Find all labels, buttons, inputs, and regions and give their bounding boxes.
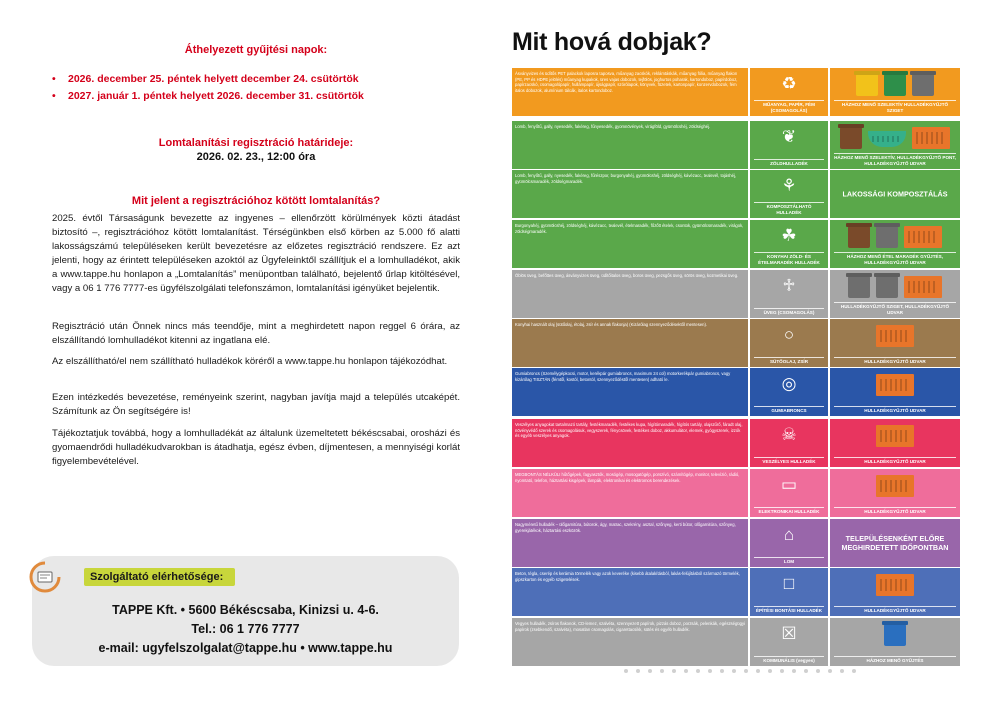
waste-description: Veszélyes anyagokat tartalmazó tartály, festékmaradék, festékes kupa, hígítómaradék, hígítós tartály, olajszűrő, fáradt olaj, növényvédő szerek és csomagolásuk, vegyszerek, fénycsövek, festékes doboz, akkumulátor, elemek, gyógyszerek, izzók és egyéb veszélyes anyagok.: [512, 419, 748, 467]
destination-label: HÁZHOZ MENŐ SZELEKTÍV, HULLADÉKGYŰJTŐ PONT, HULLADÉKGYŰJTŐ UDVAR: [834, 155, 956, 166]
destination-label: HÁZHOZ MENŐ GYŰJTÉS: [834, 656, 956, 663]
contact-card-icon: [28, 560, 62, 594]
screen-icon: ▭: [780, 475, 798, 494]
destination-text: LAKOSSÁGI KOMPOSZTÁLÁS: [842, 189, 948, 199]
disposal-destination: [830, 220, 960, 268]
destination-label: HÁZHOZ MENŐ SZELEKTÍV HULLADÉKGYŰJTŐ SZIGET: [834, 100, 956, 113]
waste-description: Beton, tégla, cserép és kerámia törmelék vagy azok keveréke (kisebb átalakításból, lakás-felújításból származó törmelék, gipszkarton és egyéb szigetelések.: [512, 568, 748, 616]
orange-container-icon: [876, 374, 914, 396]
bag-icon: ♻: [781, 74, 797, 93]
category-label: VESZÉLYES HULLADÉK: [754, 457, 824, 464]
category-label: SÜTŐOLAJ, ZSÍR: [754, 357, 824, 364]
category-label: KONYHAI ZÖLD- ÉS ÉTELMARADÉK HULLADÉK: [754, 252, 824, 265]
waste-category: [750, 220, 828, 268]
email-web[interactable]: e-mail: ugyfelszolgalat@tappe.hu • www.tappe.hu: [98, 641, 393, 655]
disposal-destination: [830, 419, 960, 467]
category-label: ZÖLDHULLADÉK: [754, 159, 824, 166]
table-row: [512, 519, 960, 567]
waste-category: [750, 170, 828, 218]
green-bowl-icon: [868, 131, 906, 147]
drop-icon: ○: [783, 325, 795, 344]
destination-label: HULLADÉKGYŰJTŐ SZIGET, HULLADÉKGYŰJTŐ UDVAR: [834, 302, 956, 315]
table-row: [512, 121, 960, 169]
orange-container-icon: [912, 127, 950, 149]
green-bin-icon: [884, 74, 906, 96]
deadline-value: 2026. 02. 23., 12:00 óra: [196, 151, 316, 163]
orange-container-icon: [876, 425, 914, 447]
category-label: ÉPÍTÉSI BONTÁSI HULLADÉK: [755, 607, 823, 613]
waste-description: MEGBONTÁS NÉLKÜLI hűtőgépek, fagyasztók, mosógép, mosogatógép, porszívó, számítógép, monitor, televízió, rádió, nyomtató, telefon, háztartási kisgépek, lámpák, elektronikai és elektromos berendezések.: [512, 469, 748, 517]
disposal-destination: [830, 519, 960, 567]
table-row: [512, 170, 960, 218]
disposal-destination: [830, 121, 960, 169]
tire-icon: ◎: [781, 374, 797, 393]
table-row: [512, 368, 960, 416]
orange-container-icon: [904, 276, 942, 298]
orange-container-icon: [876, 475, 914, 497]
destination-label: HÁZHOZ MENŐ ÉTEL MARADÉK GYŰJTÉS, HULLADÉKGYŰJTŐ UDVAR: [834, 252, 956, 265]
disposal-destination: [830, 319, 960, 367]
disposal-destination: [830, 368, 960, 416]
waste-description: Öblös üveg, befőttes üveg, ásványvizes üveg, üdítőitalos üveg, boros üveg, pezsgős üveg, sörös üveg, kozmetikai üveg.: [512, 270, 748, 318]
relocated-days-heading: Áthelyezett gyűjtési napok:: [184, 44, 328, 56]
what-it-means-heading: Mit jelent a regisztrációhoz kötött lomtalanítás?: [131, 195, 381, 207]
waste-description: Vegyes hulladék, zsíros flakonok, CD-lemez, szalvéta, szennyezett papírok, pizzás doboz, porzsák, pelenkák, egészségügyi papírok (zsebkendő, szalvéta), mosatlan csomagolás, cigarettacsikk, sütés és egyéb hulladék.: [512, 618, 748, 666]
disposal-destination: [830, 68, 960, 116]
waste-category: [750, 68, 828, 116]
table-row: [512, 469, 960, 517]
orange-container-icon: [904, 226, 942, 248]
grey-bin-icon: [876, 226, 898, 248]
category-label: GUMIABRONCS: [754, 406, 824, 413]
waste-category: [750, 519, 828, 567]
blue-bin-icon: [884, 624, 906, 646]
phone: Tel.: 06 1 776 7777: [191, 622, 300, 636]
destination-label: HULLADÉKGYŰJTŐ UDVAR: [834, 507, 956, 514]
orange-container-icon: [876, 574, 914, 596]
waste-category: [750, 368, 828, 416]
category-label: ELEKTRONIKAI HULLADÉK: [754, 507, 824, 514]
waste-category: [750, 121, 828, 169]
skull-icon: ☠: [781, 425, 797, 444]
waste-category: [750, 270, 828, 318]
company-address: TAPPE Kft. • 5600 Békéscsaba, Kinizsi u. 4-6.: [112, 603, 379, 617]
disposal-destination: [830, 270, 960, 318]
contact-box: [32, 556, 459, 666]
table-row: [512, 319, 960, 367]
brown-bin-icon: [848, 226, 870, 248]
yellow-bin-icon: [856, 74, 878, 96]
table-row: [512, 270, 960, 318]
sofa-icon: ⌂: [783, 525, 795, 544]
deadline-heading: Lomtalanítási regisztráció határideje:: [158, 137, 354, 149]
destination-label: HULLADÉKGYŰJTŐ UDVAR: [834, 357, 956, 364]
table-row: [512, 419, 960, 467]
table-row: [512, 568, 960, 616]
disposal-destination: [830, 618, 960, 666]
waste-description: Konyhai használt olaj (sütőolaj, étolaj, zsír és annak flakonja) (Kizárólag szennyeződésektől mentesen).: [512, 319, 748, 367]
waste-category: [750, 469, 828, 517]
disposal-destination: [830, 469, 960, 517]
paragraph: Regisztráció után Önnek nincs más teendője, mint a meghirdetett napon reggel 6 órára, az elszállítandó lomhulladékot kitenni az ingatlana elé.: [52, 321, 460, 346]
waste-description: Lomb, fenyőtű, gally, nyesedék, fakéreg, fűnyesedék, gyomnövények, virágföld, gyümölcshéj, zöldséghéj.: [512, 121, 748, 169]
waste-description: Lomb, fenyőtű, gally, nyesedék, fakéreg, fűrészpor, burgonyahéj, gyümölcshéj, zöldséghéj, kávézacc, tealevél, tojáshéj, gyümölcsmaradék, zöldségmaradék.: [512, 170, 748, 218]
waste-category: [750, 319, 828, 367]
trash-icon: ☒: [781, 624, 797, 643]
sprout-icon: ⚘: [781, 176, 797, 195]
waste-category: [750, 618, 828, 666]
brown-bin-icon: [840, 127, 862, 149]
waste-description: Burgonyahéj, gyümölcshéj, zöldséghéj, kávézacc, tealevél, ételmaradék, főzőtt ételek, csontok, gyümölcsmaradék, virágok, zöldségmaradék.: [512, 220, 748, 268]
contact-label: Szolgáltató elérhetősége:: [84, 568, 235, 586]
bucket-icon: □: [783, 574, 795, 593]
destination-text: TELEPÜLÉSENKÉNT ELŐRE MEGHIRDETETT IDŐPONTBAN: [841, 534, 949, 552]
category-label: ÜVEG (CSOMAGOLÁS): [754, 308, 824, 315]
table-row: [512, 618, 960, 666]
destination-label: HULLADÉKGYŰJTŐ UDVAR: [834, 406, 956, 413]
waste-description: Ásványvizes és üdítős PET palackok laposra taposva, műanyag zacskók, reklámtáskák, műanyag fólia, műanyag flakon (PE, PP és HDPE jelölés) műanyag kupakok, üres vajas dobozok, tejfölös, joghurtos poharak, kartondoboz, papírdoboz, papírzacskó, csomagolópapír, hullámpapír, újságpapír, szórólapok, könyvek, füzetek, kartonpapír, konzervdobozok, fém italos dobozok, alumínium tálcák, italos kartondoboz.: [512, 68, 748, 116]
waste-category: [750, 419, 828, 467]
grey-bin-icon: [876, 276, 898, 298]
category-label: KOMMUNÁLIS (vegyes): [754, 656, 824, 663]
waste-description: Gumiabroncs (Személygépkocsi, motor, kerékpár gumiabroncs, maximum 24 col) motorkerékpár gumiabroncs, vagy kizárólag TISZTÁN (fémtől, kostól, betontól, szennyeződéstől mentesen) adható le.: [512, 368, 748, 416]
bottle-icon: ♱: [782, 276, 796, 295]
table-row: [512, 220, 960, 268]
grey-bin-icon: [912, 74, 934, 96]
paragraph: Tájékoztatjuk továbbá, hogy a lomhulladékát az általunk üzemeltetett békéscsabai, orosházi és gyomaendrődi hulladékudvarokban is átadhatja, egész évben, díjmentesen, a mennyiségi korlát figyelembevételével.: [52, 428, 460, 467]
waste-category: [750, 568, 828, 616]
grey-bin-icon: [848, 276, 870, 298]
paragraph: 2025. évtől Társaságunk bevezette az ingyenes – ellenőrzött körülmények közti átadást biztosító –, regisztrációhoz kötött lomtalanítást. Térségünkben első körben az 5.000 fő alatti lakosságszámú településeken került bevezetésre az előzetes regisztráció rendszere. Ez azt jelenti, hogy az érintett településeken azoktól az Ügyfeleinktől szállítjuk el a lomhulladékot, akik a www.tappe.hu honlapon a „Lomtalanítás” menüpontban található, bejelentő űrlap kitöltésével, vagy a 06 1 776 7777-es ügyfélszolgálati telefonszámon, lomtalanítási igényüket bejelentik.: [52, 213, 460, 294]
disposal-destination: [830, 170, 960, 218]
category-label: KOMPOSZTÁLHATÓ HULLADÉK: [754, 202, 824, 215]
orange-container-icon: [876, 325, 914, 347]
destination-label: HULLADÉKGYŰJTŐ UDVAR: [834, 457, 956, 464]
category-label: LOM: [754, 557, 824, 564]
apple-icon: ❦: [781, 127, 797, 146]
paragraph: Ezen intézkedés bevezetése, reményeink szerint, nagyban javítja majd a település utcaképét. Számítunk az Ön segítségére is!: [52, 392, 460, 417]
disposal-destination: [830, 568, 960, 616]
table-row: [512, 68, 960, 116]
page-title: Mit hová dobjak?: [512, 28, 712, 56]
waste-description: Nagyméretű hulladék – ülőgarnitúra, bútorok, ágy, matrac, szekrény, asztal, szőnyeg, kerti bútor, ülőgarnitúra, szőnyeg, gyerekjátékok, háztartási eszközök.: [512, 519, 748, 567]
destination-label: HULLADÉKGYŰJTŐ UDVAR: [834, 606, 956, 613]
leaf-icon: ☘: [781, 226, 797, 245]
page-indicator: [512, 669, 960, 673]
paragraph: Az elszállítható/el nem szállítható hulladékok köréről a www.tappe.hu honlapon tájékozódhat.: [52, 356, 448, 367]
category-label: MŰANYAG, PAPÍR, FÉM (CSOMAGOLÁS): [754, 100, 824, 113]
